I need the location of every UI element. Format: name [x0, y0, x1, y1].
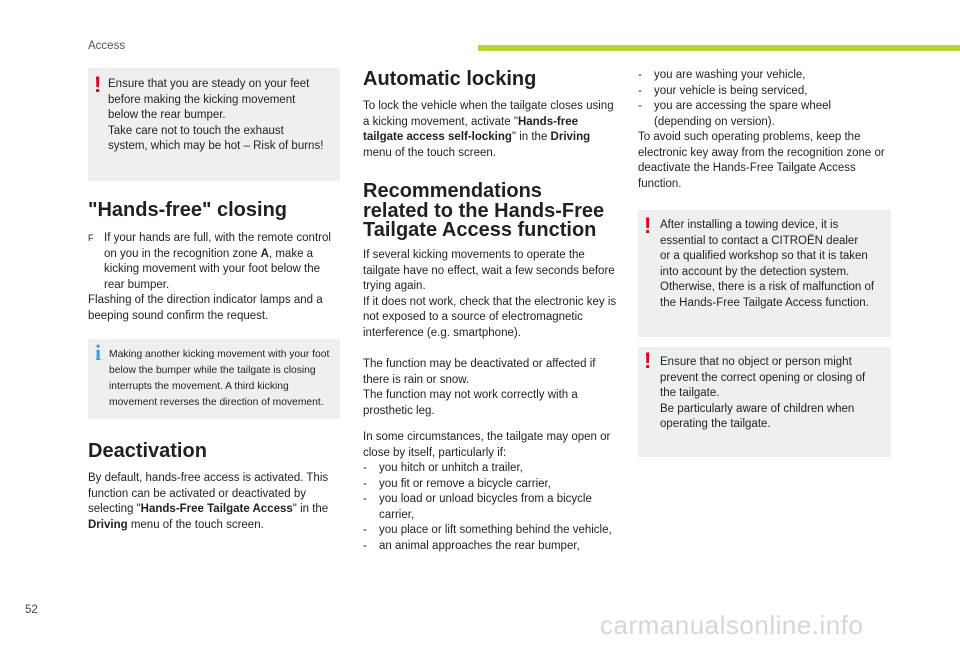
warning-line: the Hands-Free Tailgate Access function.	[660, 296, 869, 309]
list-item	[363, 523, 618, 539]
section-title: Access	[88, 40, 126, 52]
menu-name: Driving	[550, 131, 591, 143]
warning-exclamation-icon: !	[94, 72, 102, 97]
rec-paragraph: In some circumstances, the tailgate may open or close by itself, particularly if:	[363, 431, 611, 459]
warning-box-towing	[638, 210, 891, 337]
bullet-text: If your hands are full, with the remote control on you in the recognition zone	[104, 232, 331, 260]
menu-item-name: Hands-free tailgate access self-locking	[363, 115, 579, 143]
warning-box-kicking	[88, 68, 340, 181]
bullet-text: , make a kicking movement with your foot below the rear bumper.	[104, 247, 321, 291]
deactivation-text	[88, 471, 340, 533]
warning-line: the tailgate.	[660, 387, 720, 399]
confirmation-text: Flashing of the direction indicator lamps and a beeping sound confirm the request.	[88, 294, 323, 322]
deactivation-text-part: menu of the touch screen.	[127, 518, 264, 531]
zone-label: A	[260, 247, 269, 260]
menu-name: Driving	[88, 518, 128, 531]
list-item	[363, 539, 618, 555]
warning-line: Ensure that no object or person might	[660, 356, 852, 368]
warning-line: operating the tailgate.	[660, 418, 771, 430]
rec-paragraph: The function may not work correctly with a prosthetic leg.	[363, 389, 578, 417]
heading-deactivation: Deactivation	[88, 440, 207, 462]
warning-line: Otherwise, there is a risk of malfunction of	[660, 281, 875, 293]
hands-free-bullet	[88, 231, 336, 293]
rec-paragraph: If it does not work, check that the electronic key is not exposed to a source of electromagnetic interference (e.g. smartphone).	[363, 295, 617, 339]
info-box-kicking	[88, 339, 340, 419]
column3-top	[638, 68, 890, 192]
rec-paragraph: The function may be deactivated or affected if there is rain or snow.	[363, 358, 596, 386]
list-item-text: you fit or remove a bicycle carrier,	[379, 477, 551, 490]
rec-paragraph: If several kicking movements to operate the tailgate have no effect, wait a few seconds before trying again.	[363, 249, 615, 292]
list-dash: -	[363, 539, 367, 552]
section-accent-bar	[478, 45, 960, 51]
list-item-text: you are washing your vehicle,	[654, 69, 806, 81]
list-item	[638, 99, 890, 130]
auto-text-part: menu of the touch screen.	[363, 146, 496, 159]
warning-exclamation-icon: !	[644, 348, 652, 373]
info-i-icon: i	[95, 340, 102, 365]
warning-line: system, which may be hot – Risk of burns!	[108, 140, 324, 152]
deactivation-text-part: " in the	[292, 503, 329, 515]
avoid-problems-text: To avoid such operating problems, keep the electronic key away from the recognition zone or deactivate the Hands-Free Tailgate Access function.	[638, 131, 885, 190]
heading-automatic-locking: Automatic locking	[363, 68, 537, 90]
list-item	[363, 492, 618, 523]
rec-list	[363, 461, 618, 554]
bullet-marker-f: F	[88, 233, 94, 243]
list-dash: -	[363, 462, 367, 474]
list-item	[363, 461, 618, 477]
page-number: 52	[25, 604, 38, 616]
warning-line: After installing a towing device, it is	[660, 219, 839, 231]
list-item-text: you load or unload bicycles from a bicycle carrier,	[379, 493, 592, 521]
warning-line: essential to contact a CITROËN dealer	[660, 234, 859, 247]
list-item-text: you are accessing the spare wheel (depending on version).	[654, 100, 832, 128]
list-item-text: your vehicle is being serviced,	[654, 84, 808, 97]
info-text: Making another kicking movement with your foot below the bumper while the tailgate is closing interrupts the movement. A third kicking movement reverses the direction of movement.	[109, 349, 330, 408]
warning-line: Take care not to touch the exhaust	[108, 124, 284, 137]
list-dash: -	[363, 524, 367, 536]
list-item-text: an animal approaches the rear bumper,	[379, 539, 580, 552]
list-dash: -	[638, 69, 642, 81]
list-item	[363, 477, 618, 493]
heading-hands-free-closing: "Hands-free" closing	[88, 199, 288, 221]
list-dash: -	[638, 84, 642, 97]
list-item-text: you place or lift something behind the vehicle,	[379, 524, 612, 536]
watermark: carmanualsonline.info	[600, 610, 864, 640]
situation-list	[638, 68, 890, 130]
warning-exclamation-icon: !	[644, 213, 652, 238]
warning-line: Ensure that you are steady on your feet	[108, 78, 310, 90]
auto-text-part: " in the	[511, 131, 551, 143]
list-dash: -	[363, 477, 367, 490]
warning-line: before making the kicking movement	[108, 93, 296, 106]
automatic-locking-text	[363, 99, 615, 161]
warning-line: into account by the detection system.	[660, 265, 850, 278]
list-item-text: you hitch or unhitch a trailer,	[379, 462, 523, 474]
auto-text-part: To lock the vehicle when the tailgate closes using a kicking movement, activate "	[363, 100, 614, 128]
menu-item-name: Hands-Free Tailgate Access	[140, 503, 293, 515]
warning-line: Be particularly aware of children when	[660, 402, 855, 415]
warning-box-obstacle	[638, 347, 891, 457]
heading-recommendations: Recommendations related to the Hands-Free Tailgate Access function	[363, 180, 605, 241]
list-dash: -	[638, 100, 642, 112]
warning-line: or a qualified workshop so that it is taken	[660, 250, 868, 262]
deactivation-text-part: By default, hands-free access is activated. This function can be activated or deactivated by selecting "	[88, 472, 329, 515]
list-item	[638, 84, 890, 100]
warning-line: prevent the correct opening or closing of	[660, 371, 866, 384]
list-item	[638, 68, 890, 84]
warning-line: below the rear bumper.	[108, 109, 226, 121]
recommendations-body	[363, 248, 618, 554]
list-dash: -	[363, 493, 367, 505]
